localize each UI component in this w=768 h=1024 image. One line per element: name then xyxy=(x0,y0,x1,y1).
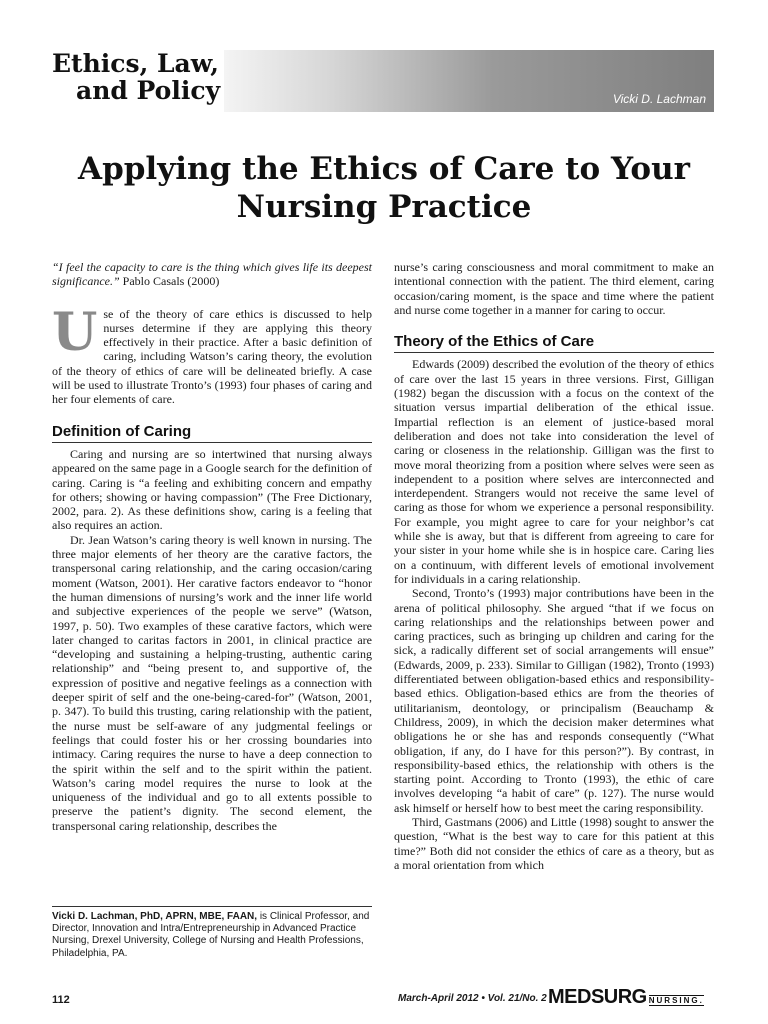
issue-info: March-April 2012 • Vol. 21/No. 2 xyxy=(398,993,547,1004)
section-heading-definition: Definition of Caring xyxy=(52,425,372,443)
journal-logo xyxy=(548,986,704,1009)
paragraph: Third, Gastmans (2006) and Little (1998) sought to answer the question, “What is the best way to care for this patient at this time?” Both did not consider the ethics of care as a theory, but as a moral orientation from which xyxy=(394,814,714,872)
epigraph xyxy=(52,260,372,289)
intro-paragraph xyxy=(52,301,372,407)
journal-logo-big: MEDSURG xyxy=(548,986,647,1008)
right-column xyxy=(394,260,714,872)
epigraph-quote: “I feel the capacity to care is the thing which gives life its deepest significance.” xyxy=(52,260,372,289)
section-title xyxy=(52,50,222,104)
author-name: Vicki D. Lachman xyxy=(612,92,706,106)
journal-logo-small: NURSING. xyxy=(648,996,704,1005)
drop-cap: U xyxy=(52,301,98,363)
paragraph: Dr. Jean Watson’s caring theory is well known in nursing. The three major elements of her theory are the carative factors, the transpersonal caring relationship, and the caring occasion/caring moment (Watson, 2001). Her carative factors endeavor to “honor the human dimensions of nursing’s work and the inner life world and subjective experiences of the people we serve” (Watson, 1997, p. 50). Two examples of these carative factors, which were later changed to caritas factors in 2001, in clinical practice are “developing and sustaining a helping-trusting, authentic caring relationship” and “being present to, and supportive of, the expression of positive and negative feelings as a connection with deeper spirit of self and the one-being-cared-for” (Watson, 2001, p. 347). To build this trusting, caring relationship with the patient, the nurse must be self-aware of any judgmental feelings or feelings that could foster his or her crossing boundaries into intimacy. Caring requires the nurse to have a deep connection to the spirit within the self and to the spirit within the patient. Watson’s caring model requires the nurse to look at the uniqueness of the individual and go to all extents possible to preserve the patient’s dignity. The second element, the transpersonal caring relationship, describes the xyxy=(52,532,372,833)
author-bio xyxy=(52,906,372,960)
section-title-line1: Ethics, Law, xyxy=(52,49,219,78)
bio-name: Vicki D. Lachman, PhD, APRN, MBE, FAAN, xyxy=(52,911,258,922)
article-title: Applying the Ethics of Care to Your Nursing Practice xyxy=(78,151,690,225)
paragraph: Edwards (2009) described the evolution of the theory of ethics of care over the last 15 years in three versions. First, Gilligan (1982) began the discussion with a focus on the context of the situation versus impartial deliberation of the ethical issue. Impartial reflection is an element of justice-based moral deliberation and does not take into consideration the level of caring or closeness in the relationship. Gilligan was the first to move moral theorizing from a position where selves were seen as independent to a position where selves are interconnected and interdependent. Strangers would not receive the same level of caring as those for whom we experience a personal responsibility. For example, you might agree to care for your neighbor’s cat while she is away, but that is different from agreeing to care for your sister in your home while she is in hospice care. Caring lies on a continuum, with different levels of emotional involvement for individuals in a caring relationship. xyxy=(394,357,714,586)
left-column xyxy=(52,260,372,833)
intro-text: se of the theory of care ethics is discussed to help nurses determine if they are applying this theory effectively in their practice. After a basic definition of caring, including Watson’s caring theory, the evolution of the theory of ethics of care will be delineated briefly. A case will be used to illustrate Tronto’s (1993) four phases of caring and her four elements of care. xyxy=(52,306,372,407)
section-title-line2: and Policy xyxy=(76,76,221,105)
bio-text: is Clinical Professor, and Director, Innovation and Intra/Entrepreneurship in Advanced Practice Nursing, Drexel University, College of Nursing and Health Professions, Philadelphia, PA. xyxy=(52,911,370,959)
epigraph-source: Pablo Casals (2000) xyxy=(122,274,220,289)
page-number: 112 xyxy=(52,994,70,1006)
paragraph: Caring and nursing are so intertwined that nursing always appeared on the same page in a Google search for the definition of caring. Caring is “a feeling and exhibiting concern and empathy for others; showing or having compassion” (The Free Dictionary, 2002, para. 2). As these definitions show, caring is a feeling that also requires an action. xyxy=(52,446,372,533)
paragraph: Second, Tronto’s (1993) major contributions have been in the arena of political philosophy. She argued “that if we focus on caring relationships and the relationships between power and caring practices, such as bringing up children and caring for the sick, a radically different set of social arrangements will ensue” (Edwards, 2009, p. 233). Similar to Gilligan (1982), Tronto (1993) differentiated between obligation-based ethics and responsibility-based ethics. Obligation-based ethics are from the theories of utilitarianism, deontology, or principalism (Beauchamp & Childress, 2009), in which the decision maker determines what obligations he or she has and responds consequently (“What obligation, if any, do I have for this person?”). By contrast, in responsibility-based ethics, the relationship with others is the starting point. According to Tronto (1993), the ethic of care involves developing “a habit of care” (p. 127). The nurse would ask himself or herself how to best meet the caring responsibility. xyxy=(394,586,714,815)
section-heading-theory: Theory of the Ethics of Care xyxy=(394,335,714,353)
author-banner xyxy=(224,50,714,112)
paragraph: nurse’s caring consciousness and moral commitment to make an intentional connection with the patient. The third element, caring occasion/caring moment, is the space and time where the patient and nurse come together in a manner for caring to occur. xyxy=(394,260,714,317)
section-header xyxy=(52,50,222,112)
